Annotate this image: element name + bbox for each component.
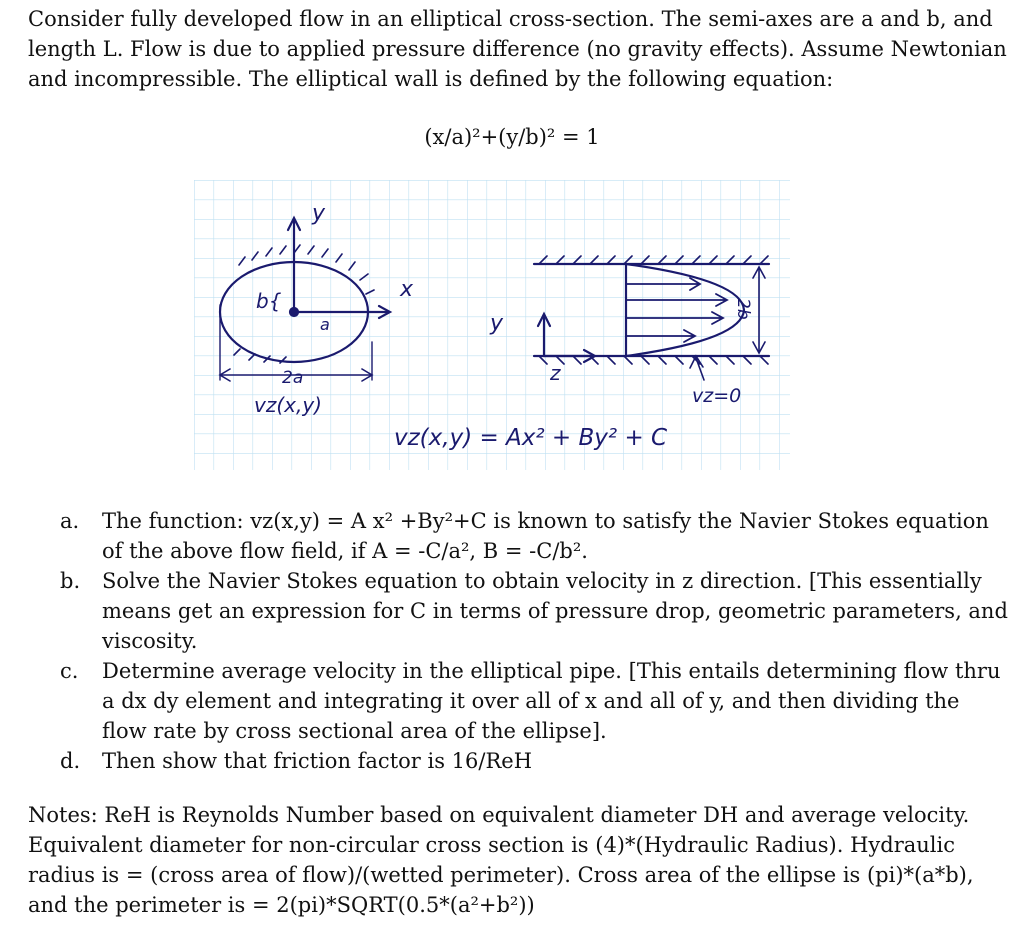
question-item-d [60, 746, 1010, 776]
label-b: b{ [256, 289, 282, 313]
item-marker: a. [60, 509, 80, 533]
hand-drawn-figure [194, 180, 790, 470]
label-vz-equation: vz(x,y) = Ax² + By² + C [394, 425, 668, 451]
item-text: Solve the Navier Stokes equation to obtain velocity in z direction. [This essentially means get an expression for C in terms of pressure drop, geometric parameters, and viscosity. [102, 569, 1008, 653]
item-marker: c. [60, 659, 79, 683]
notes-paragraph: Notes: ReH is Reynolds Number based on equivalent diameter DH and average velocity. Equivalent diameter for non-circular cross section is (4)*(Hydraulic Radius). Hydraulic radius is = (cross area of flow)/(wetted perimeter). Cross area of the ellipse is (pi)*(a*b), and the perimeter is = 2(pi)*SQRT(0.5*(a²+b²)) [28, 803, 974, 917]
label-y-left: y [312, 201, 326, 226]
question-item-a [60, 506, 1010, 566]
question-item-c [60, 656, 1010, 746]
label-x-left: x [400, 277, 414, 302]
item-marker: d. [60, 749, 81, 773]
question-list [60, 506, 1010, 776]
label-a-small: a [320, 315, 330, 334]
ellipse-equation: (x/a)²+(y/b)² = 1 [424, 125, 600, 149]
figure-svg [194, 180, 790, 470]
label-y-right: y [490, 311, 504, 336]
question-item-b [60, 566, 1010, 656]
item-text: Then show that friction factor is 16/ReH [102, 749, 533, 773]
label-vz-zero: vz=0 [692, 385, 742, 407]
label-z-right: z [550, 361, 561, 385]
problem-intro: Consider fully developed flow in an elliptical cross-section. The semi-axes are a and b, and length L. Flow is due to applied pressure difference (no gravity effects). Assume Newtonian and incompressible. The elliptical wall is defined by the following equation: [28, 7, 1007, 91]
item-marker: b. [60, 569, 81, 593]
label-2b: 2b [733, 298, 753, 320]
label-vz-xy: vz(x,y) [254, 393, 322, 417]
label-2a: 2a [282, 368, 304, 388]
item-text: Determine average velocity in the elliptical pipe. [This entails determining flow thru a dx dy element and integrating it over all of x and all of y, and then dividing the flow rate by cross sectional area of the ellipse]. [102, 659, 1001, 743]
item-text: The function: vz(x,y) = A x² +By²+C is known to satisfy the Navier Stokes equation of the above flow field, if A = -C/a², B = -C/b². [102, 509, 989, 563]
